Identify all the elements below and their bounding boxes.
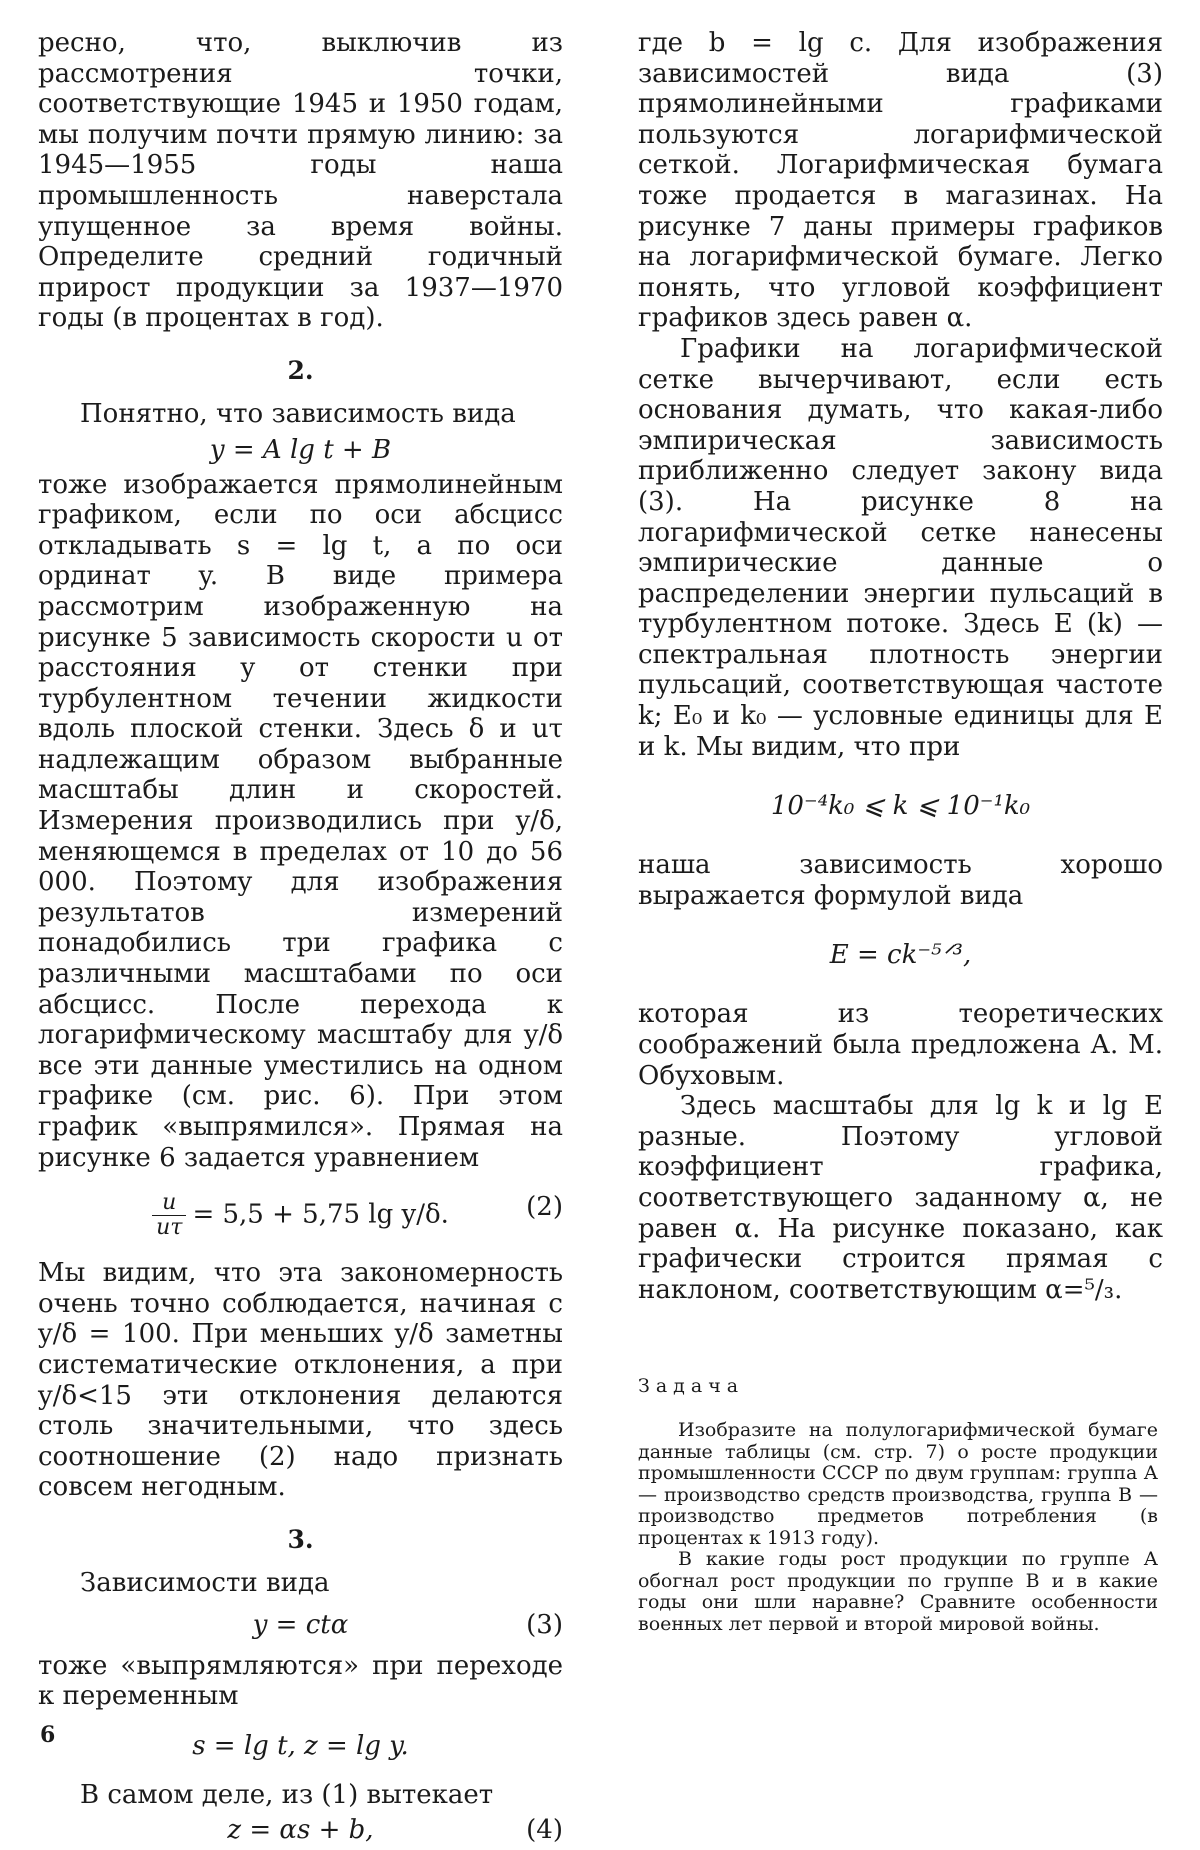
formula-text: E = ck⁻⁵ᐟ³,	[829, 940, 972, 971]
paragraph: Понятно, что зависимость вида	[80, 398, 516, 429]
formula-text: s = lg t, z = lg y.	[192, 1730, 409, 1761]
left-column	[38, 28, 563, 1850]
page-number: 6	[40, 1722, 56, 1748]
section-number: 2.	[287, 355, 314, 385]
paragraph: которая из теоретических соображений была предложена А. М. Обуховым.	[638, 999, 1163, 1091]
paragraph: Мы видим, что эта закономерность очень точно соблюдается, начиная с y/δ = 100. При меньших y/δ заметны систематические отклонения, а при y/δ<15 эти отклонения делаются столь значительными, что здесь соотношение (2) надо признать совсем негодным.	[38, 1258, 563, 1503]
paragraph: Зависимости вида	[80, 1567, 330, 1598]
paragraph: ресно, что, выключив из рассмотрения точки, соответствующие 1945 и 1950 годам, мы получим почти прямую линию: за 1945—1955 годы наша промышленность наверстала упущенное за время войны. Определите средний годичный прирост продукции за 1937—1970 годы (в процентах в год).	[38, 28, 563, 334]
formula-text: y = ctα	[252, 1609, 349, 1640]
right-column	[638, 28, 1163, 1305]
equation-number: (4)	[526, 1815, 563, 1846]
task-paragraph: В какие годы рост продукции по группе А обогнал рост продукции по группе В и в какие годы они шли наравне? Сравните особенности военных лет первой и второй мировой войны.	[638, 1548, 1158, 1635]
formula-energy	[638, 939, 1163, 971]
fraction-numerator: u	[152, 1191, 186, 1216]
paragraph: тоже «выпрямляются» при переходе к переменным	[38, 1650, 563, 1712]
fraction	[152, 1191, 186, 1240]
formula-log	[38, 434, 563, 466]
formula-3	[38, 1609, 563, 1641]
task-heading: Задача	[638, 1375, 745, 1397]
formula-text: y = A lg t + B	[209, 434, 392, 465]
section-number: 3.	[287, 1524, 314, 1554]
paragraph: Здесь масштабы для lg k и lg E разные. Поэтому угловой коэффициент графика, соответствующего заданному α, не равен α. На рисунке показано, как графически строится прямая с наклоном, соответствующим α=⁵/₃.	[638, 1091, 1163, 1305]
task-box	[638, 1420, 1158, 1635]
paragraph: тоже изображается прямолинейным графиком, если по оси абсцисс откладывать s = lg t, а по оси ординат y. В виде примера рассмотрим изображенную на рисунке 5 зависимость скорости u от расстояния y от стенки при турбулентном течении жидкости вдоль плоской стенки. Здесь δ и uτ надлежащим образом выбранные масштабы длин и скоростей. Измерения производились при y/δ, меняющемся в пределах от 10 до 56 000. Поэтому для изображения результатов измерений понадобились три графика с различными масштабами по оси абсцисс. После перехода к логарифмическому масштабу для y/δ все эти данные уместились на одном графике (см. рис. 6). При этом график «выпрямился». Прямая на рисунке 6 задается уравнением	[38, 469, 563, 1173]
formula-text: 10⁻⁴k₀ ⩽ k ⩽ 10⁻¹k₀	[770, 791, 1031, 822]
paragraph: где b = lg c. Для изображения зависимостей вида (3) прямолинейными графиками пользуются логарифмической сеткой. Логарифмическая бумага тоже продается в магазинах. На рисунке 7 даны примеры графиков на логарифмической бумаге. Легко понять, что угловой коэффициент графиков здесь равен α.	[638, 28, 1163, 334]
formula-inequality	[638, 790, 1163, 822]
formula-text: z = αs + b,	[227, 1815, 374, 1846]
paragraph: Графики на логарифмической сетке вычерчивают, если есть основания думать, что какая-либо эмпирическая зависимость приближенно следует закону вида (3). На рисунке 8 на логарифмической сетке нанесены эмпирические данные о распределении энергии пульсаций в турбулентном потоке. Здесь E (k) — спектральная плотность энергии пульсаций, соответствующая частоте k; E₀ и k₀ — условные единицы для E и k. Мы видим, что при	[638, 333, 1163, 762]
paragraph: В самом деле, из (1) вытекает	[80, 1779, 494, 1810]
equation-number: (3)	[526, 1609, 563, 1640]
task-paragraph: Изобразите на полулогарифмической бумаге данные таблицы (см. стр. 7) о росте продукции промышленности СССР по двум группам: группа А — производство средств производства, группа В — производство предметов потребления (в процентах к 1913 году).	[638, 1419, 1158, 1549]
formula-2	[38, 1191, 563, 1240]
equation-number: (2)	[526, 1192, 563, 1223]
formula-4	[38, 1814, 563, 1846]
fraction-denominator: uτ	[156, 1215, 183, 1241]
formula-sz	[38, 1730, 563, 1762]
paragraph: наша зависимость хорошо выражается формулой вида	[638, 850, 1163, 911]
formula-text: = 5,5 + 5,75 lg y/δ.	[192, 1199, 449, 1230]
